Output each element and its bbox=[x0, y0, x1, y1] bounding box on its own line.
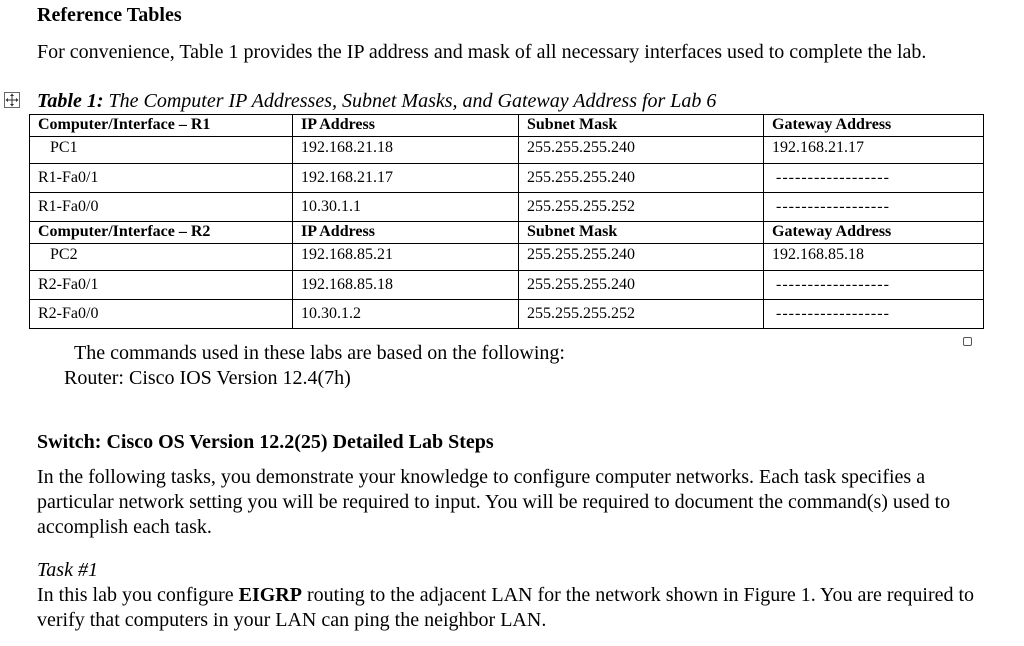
table-cell: R2-Fa0/1 bbox=[30, 271, 293, 300]
table-cell: 192.168.85.18 bbox=[293, 271, 519, 300]
header-cell: Computer/Interface – R2 bbox=[30, 222, 293, 244]
table-resize-handle[interactable] bbox=[963, 337, 972, 346]
table-cell: 255.255.255.240 bbox=[519, 164, 764, 193]
tasks-paragraph: In the following tasks, you demonstrate your knowledge to configure computer networks. Each task specifies a particular network setting you will be required to input. You will be required to document the command(s) used to accomplish each task. bbox=[37, 466, 951, 538]
table-cell: 255.255.255.240 bbox=[519, 271, 764, 300]
table-cell: 10.30.1.1 bbox=[293, 193, 519, 222]
table-row bbox=[30, 300, 984, 329]
table-cell: 192.168.21.18 bbox=[293, 137, 519, 164]
table-cell: 255.255.255.240 bbox=[519, 244, 764, 271]
table-cell: ------------------ bbox=[764, 193, 984, 222]
table-caption bbox=[37, 90, 716, 113]
table-cell: R1-Fa0/0 bbox=[30, 193, 293, 222]
router-line: Router: Cisco IOS Version 12.4(7h) bbox=[64, 367, 351, 389]
table-cell: 192.168.21.17 bbox=[764, 137, 984, 164]
table-cell: 192.168.85.21 bbox=[293, 244, 519, 271]
table-cell: ------------------ bbox=[764, 164, 984, 193]
table-caption-text: The Computer IP Addresses, Subnet Masks, and Gateway Address for Lab 6 bbox=[103, 90, 717, 112]
table-cell: 255.255.255.252 bbox=[519, 300, 764, 329]
table-cell: 10.30.1.2 bbox=[293, 300, 519, 329]
header-cell: Subnet Mask bbox=[519, 115, 764, 137]
table-row bbox=[30, 271, 984, 300]
move-arrows-icon bbox=[5, 93, 19, 107]
table-cell: R1-Fa0/1 bbox=[30, 164, 293, 193]
intro-paragraph: For convenience, Table 1 provides the IP address and mask of all necessary interfaces used to complete the lab. bbox=[37, 41, 927, 63]
table-cell: 192.168.85.18 bbox=[764, 244, 984, 271]
switch-heading: Switch: Cisco OS Version 12.2(25) Detailed Lab Steps bbox=[37, 431, 494, 453]
task-text-after: routing to the adjacent LAN for the network shown in Figure 1. You are required to verify that computers in your LAN can ping the neighbor LAN. bbox=[37, 584, 975, 631]
table-move-handle[interactable] bbox=[4, 92, 20, 108]
commands-line: The commands used in these labs are based on the following: bbox=[74, 342, 565, 364]
table-row bbox=[30, 137, 984, 164]
header-cell: Subnet Mask bbox=[519, 222, 764, 244]
ip-address-table bbox=[29, 114, 984, 329]
table-cell: PC2 bbox=[30, 244, 293, 271]
table-cell: 255.255.255.252 bbox=[519, 193, 764, 222]
header-cell: IP Address bbox=[293, 115, 519, 137]
task-title: Task #1 bbox=[37, 559, 98, 581]
section-title: Reference Tables bbox=[37, 4, 182, 26]
table-row bbox=[30, 244, 984, 271]
header-cell: Gateway Address bbox=[764, 115, 984, 137]
table-caption-label: Table 1: bbox=[37, 90, 104, 112]
table-row bbox=[30, 193, 984, 222]
table-row bbox=[30, 164, 984, 193]
table-cell: ------------------ bbox=[764, 271, 984, 300]
header-cell: Gateway Address bbox=[764, 222, 984, 244]
table-cell: 192.168.21.17 bbox=[293, 164, 519, 193]
task-text-bold: EIGRP bbox=[238, 584, 302, 606]
task-text-before: In this lab you configure bbox=[37, 584, 239, 606]
table-header-row bbox=[30, 115, 984, 137]
header-cell: IP Address bbox=[293, 222, 519, 244]
table-cell: PC1 bbox=[30, 137, 293, 164]
header-cell: Computer/Interface – R1 bbox=[30, 115, 293, 137]
task-paragraph bbox=[37, 583, 987, 633]
table-cell: ------------------ bbox=[764, 300, 984, 329]
table-cell: 255.255.255.240 bbox=[519, 137, 764, 164]
table-header-row bbox=[30, 222, 984, 244]
table-cell: R2-Fa0/0 bbox=[30, 300, 293, 329]
